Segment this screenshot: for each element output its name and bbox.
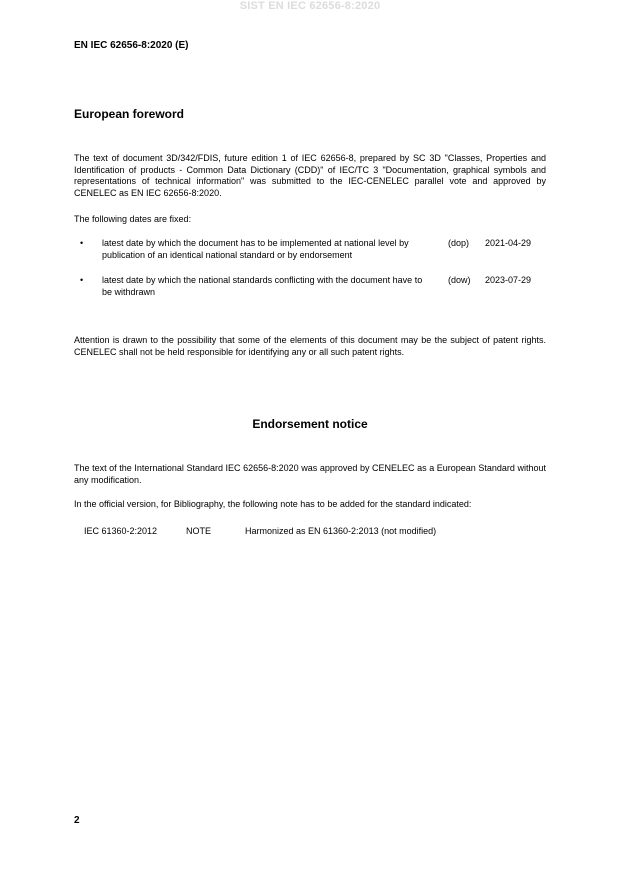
date-item-date: 2023-07-29	[485, 275, 532, 285]
page-number: 2	[74, 815, 80, 826]
attention-paragraph: Attention is drawn to the possibility that some of the elements of this document may be the subject of patent rights. CENELEC shall not be held responsible for identifying any or all such patent rights.	[74, 335, 546, 357]
bullet-marker: •	[80, 238, 84, 248]
foreword-heading: European foreword	[74, 107, 185, 121]
note-text: Harmonized as EN 61360-2:2013 (not modified)	[245, 526, 437, 536]
bullet-marker: •	[80, 275, 84, 285]
document-id: EN IEC 62656-8:2020 (E)	[74, 40, 189, 51]
foreword-intro: The text of document 3D/342/FDIS, future edition 1 of IEC 62656-8, prepared by SC 3D "Classes, Properties and Identification of products - Common Data Dictionary (CDD)" of IEC/TC 3 "Documentation, graphical symbols and representations of technical information" was submitted to the IEC-CENELEC parallel vote and approved by CENELEC as EN IEC 62656-8:2020.	[74, 153, 546, 198]
dates-intro: The following dates are fixed:	[74, 214, 192, 224]
date-item-code: (dow)	[448, 275, 471, 285]
date-item-text: latest date by which the document has to be implemented at national level by publication of an identical national standard or by endorsement	[102, 238, 409, 260]
date-item-text: latest date by which the national standards conflicting with the document have to be withdrawn	[102, 275, 423, 297]
endorsement-heading: Endorsement notice	[252, 417, 368, 431]
note-label: NOTE	[186, 526, 212, 536]
note-standard: IEC 61360-2:2012	[84, 526, 158, 536]
endorsement-text: The text of the International Standard IEC 62656-8:2020 was approved by CENELEC as a European Standard without any modification.	[74, 463, 546, 485]
bibliography-intro: In the official version, for Bibliography, the following note has to be added for the standard indicated:	[74, 499, 472, 509]
watermark: SIST EN IEC 62656-8:2020	[239, 0, 381, 12]
date-item-date: 2021-04-29	[485, 238, 532, 248]
date-item-code: (dop)	[448, 238, 470, 248]
